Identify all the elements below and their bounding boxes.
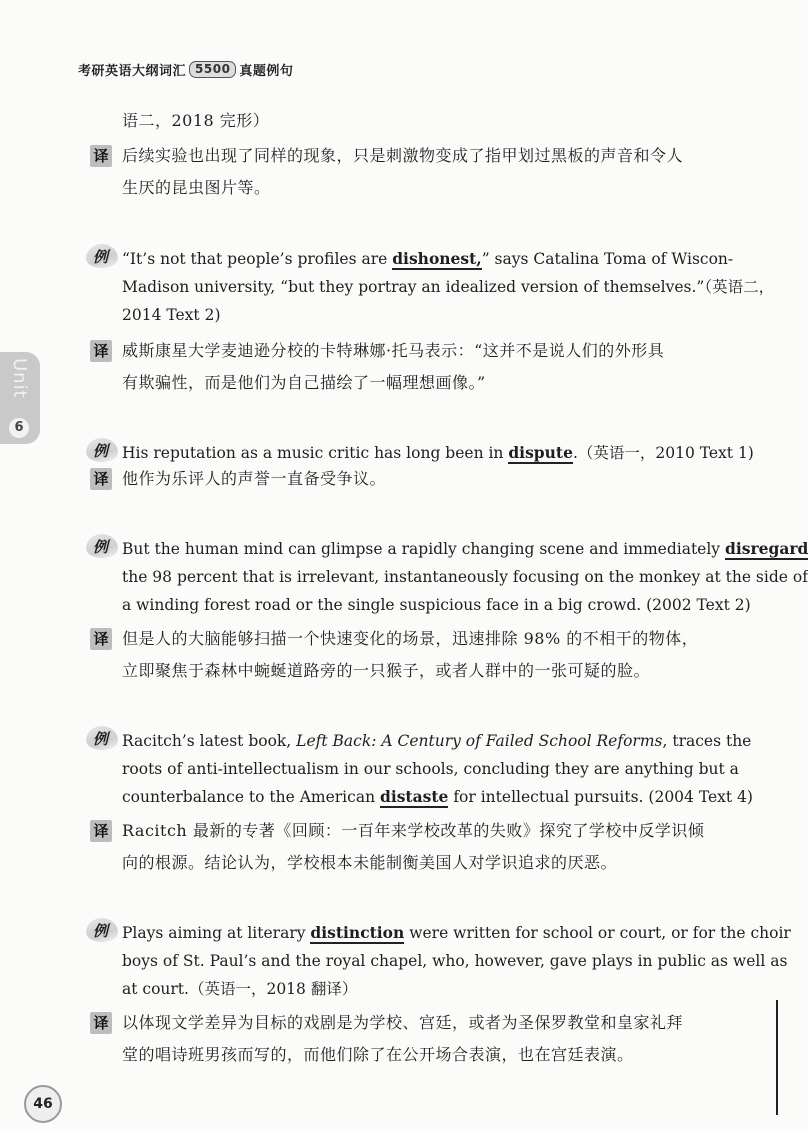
- keyword: disregard: [725, 539, 808, 558]
- example-line: 2014 Text 2): [122, 306, 221, 324]
- translation-marker: 译: [90, 145, 112, 167]
- example-line: Plays aiming at literary distinction were written for school or court, or for the choir: [122, 923, 791, 942]
- translation-marker: 译: [90, 820, 112, 842]
- example-marker: 例: [86, 726, 120, 754]
- translation-line: 堂的唱诗班男孩而写的，而他们除了在公开场合表演，也在宫廷表演。: [122, 1045, 634, 1064]
- translation-marker: 译: [90, 468, 112, 490]
- translation-line: 他作为乐评人的声誉一直备受争议。: [122, 469, 387, 488]
- keyword: dispute: [508, 443, 573, 462]
- example-line: at court.（英语一，2018 翻译）: [122, 980, 358, 998]
- translation-line: 有欺骗性，而是他们为自己描绘了一幅理想画像。”: [122, 373, 486, 392]
- translation-line: 后续实验也出现了同样的现象，只是刺激物变成了指甲划过黑板的声音和令人: [122, 146, 684, 165]
- example-line: “It’s not that people’s profiles are dishonest,” says Catalina Toma of Wiscon-: [122, 249, 734, 268]
- continuation-line: 语二，2018 完形）: [122, 111, 270, 130]
- translation-marker: 译: [90, 628, 112, 650]
- header-title-prefix: 考研英语大纲词汇: [78, 64, 187, 79]
- example-line: boys of St. Paul’s and the royal chapel, who, however, gave plays in public as well as: [122, 952, 788, 970]
- example-line: Madison university, “but they portray an idealized version of themselves.”（英语二，: [122, 278, 775, 296]
- keyword: dishonest,: [392, 249, 482, 268]
- example-line: a winding forest road or the single suspicious face in a big crowd. (2002 Text 2): [122, 596, 751, 614]
- unit-label: Unit: [9, 358, 30, 399]
- example-line: His reputation as a music critic has long been in dispute.（英语一，2010 Text 1): [122, 443, 754, 462]
- unit-tab: [0, 352, 40, 444]
- header-badge: 5500: [189, 61, 236, 78]
- translation-line: 立即聚焦于森林中蜿蜒道路旁的一只猴子，或者人群中的一张可疑的脸。: [122, 661, 651, 680]
- translation-line: 但是人的大脑能够扫描一个快速变化的场景，迅速排除 98% 的不相干的物体，: [122, 629, 699, 648]
- example-marker: 例: [86, 918, 120, 946]
- keyword: distinction: [310, 923, 405, 942]
- translation-line: 向的根源。结论认为，学校根本未能制衡美国人对学识追求的厌恶。: [122, 853, 618, 872]
- example-line: the 98 percent that is irrelevant, instantaneously focusing on the monkey at the side of: [122, 568, 808, 586]
- example-marker: 例: [86, 244, 120, 272]
- example-marker: 例: [86, 534, 120, 562]
- book-title: Left Back: A Century of Failed School Reforms: [296, 732, 663, 750]
- header-title-suffix: 真题例句: [239, 64, 294, 79]
- translation-marker: 译: [90, 340, 112, 362]
- translation-line: 威斯康星大学麦迪逊分校的卡特琳娜·托马表示：“这并不是说人们的外形具: [122, 341, 665, 360]
- example-line: But the human mind can glimpse a rapidly changing scene and immediately disregard: [122, 539, 808, 558]
- margin-rule: [776, 1000, 778, 1115]
- page-header: [78, 60, 293, 79]
- example-line: counterbalance to the American distaste for intellectual pursuits. (2004 Text 4): [122, 787, 753, 806]
- translation-line: Racitch 最新的专著《回顾：一百年来学校改革的失败》探究了学校中反学识倾: [122, 821, 705, 840]
- example-marker: 例: [86, 438, 120, 466]
- keyword: distaste: [379, 787, 449, 806]
- translation-line: 生厌的昆虫图片等。: [122, 178, 271, 197]
- translation-line: 以体现文学差异为目标的戏剧是为学校、宫廷，或者为圣保罗教堂和皇家礼拜: [122, 1013, 684, 1032]
- unit-number: 6: [9, 418, 29, 438]
- example-line: roots of anti-intellectualism in our schools, concluding they are anything but a: [122, 760, 739, 778]
- example-line: Racitch’s latest book, Left Back: A Century of Failed School Reforms, traces the: [122, 732, 752, 750]
- translation-marker: 译: [90, 1012, 112, 1034]
- page-number: 46: [24, 1085, 62, 1123]
